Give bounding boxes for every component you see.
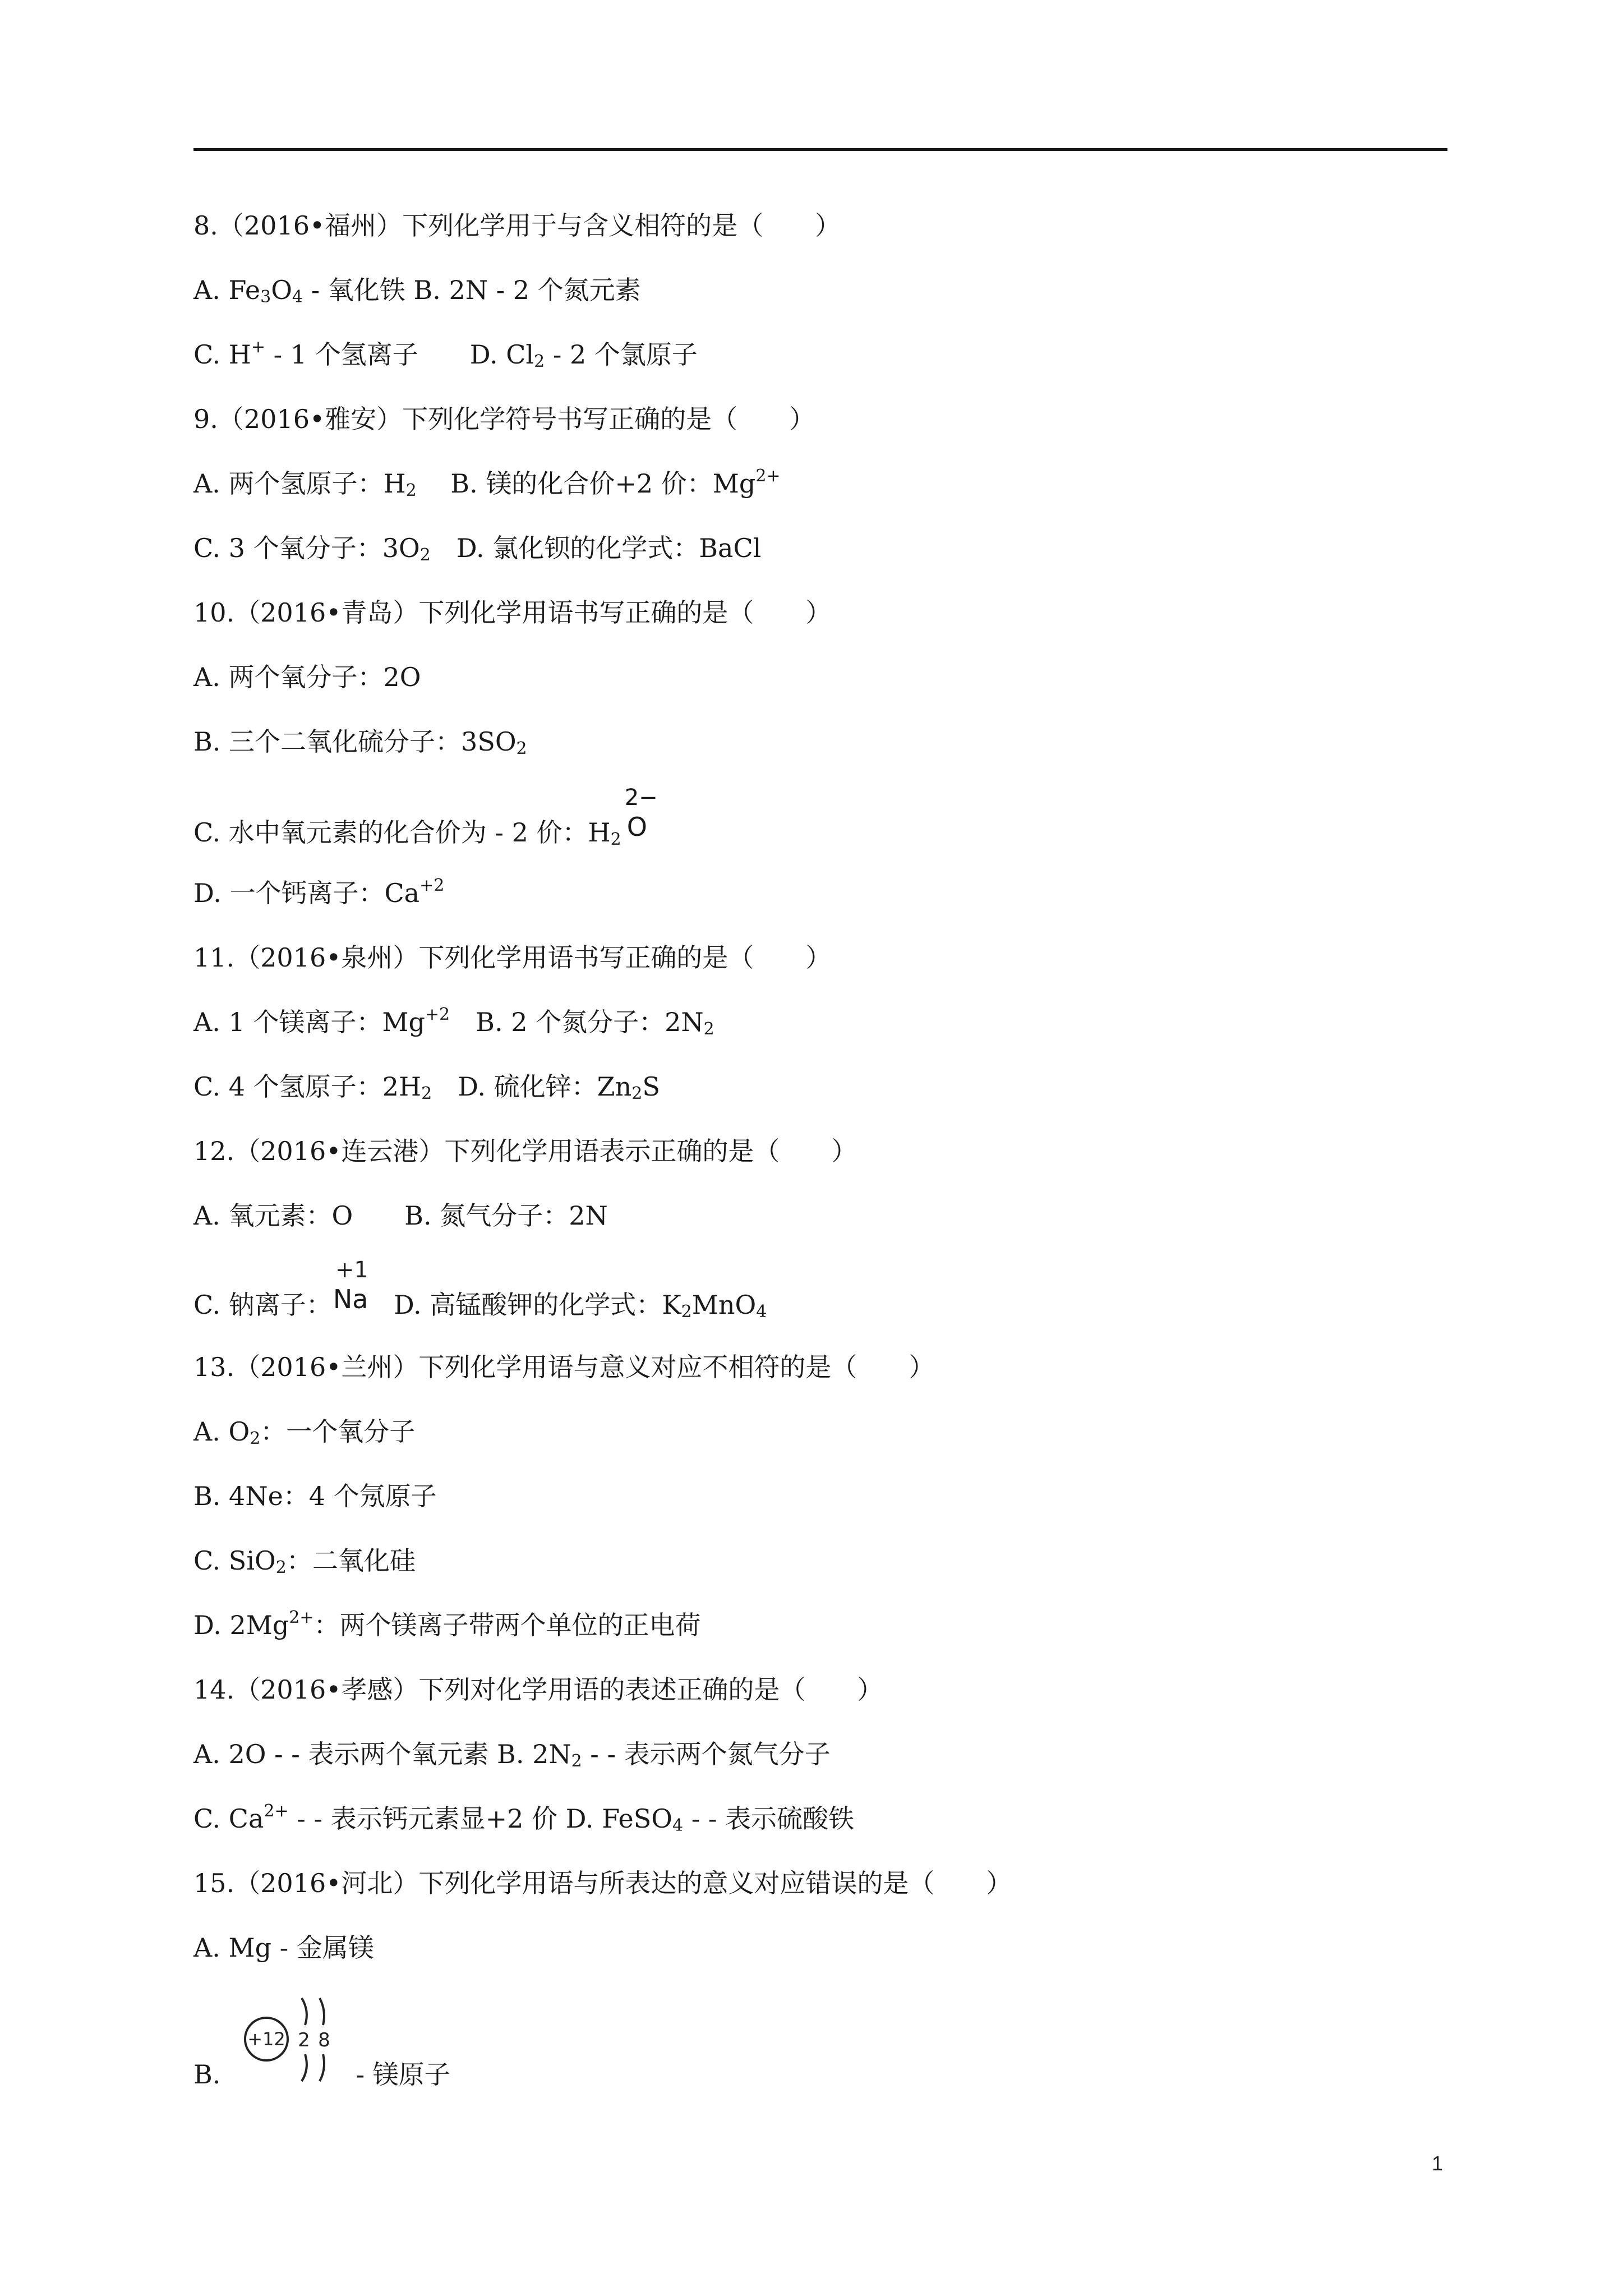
electron-shell-arc-2-bottom [320, 2054, 324, 2081]
electron-shell-arc-1-top [302, 1998, 307, 2025]
valence-symbol: +1 Na [333, 1257, 368, 1314]
electron-shell-arc-2-top [320, 1998, 324, 2025]
q10-option-d: D. 一个钙离子：$Ca^{+2}$ [193, 876, 445, 908]
q10-option-c: C. 水中氧元素的化合价为 - 2 价：$H_2$ 2− O [193, 785, 658, 849]
q10-option-b: B. 三个二氧化硫分子：$3SO_2$ [193, 726, 527, 758]
q13-option-b: B. 4Ne：4 个氖原子 [193, 1481, 437, 1511]
electron-shell-arc-1-bottom [302, 2054, 307, 2081]
q12-option-ab: A. 氧元素：O B. 氮气分子：2N [193, 1200, 608, 1231]
q11-stem: 11.（2016•泉州）下列化学用语书写正确的是（ ） [193, 942, 832, 973]
q15-option-a: A. Mg - 金属镁 [193, 1932, 374, 1963]
magnesium-atom-structure-diagram [236, 1986, 348, 2092]
q15-option-b-label: B. [193, 2059, 221, 2090]
valence-symbol: 2− O [624, 785, 658, 842]
q10-stem: 10.（2016•青岛）下列化学用语书写正确的是（ ） [193, 597, 832, 628]
atom-nucleus-charge: +12 [247, 2028, 285, 2050]
q9-option-ab: A. 两个氢原子：$H_2$ B. 镁的化合价+2 价：$Mg^{2+}$ [193, 466, 781, 500]
header-rule [193, 148, 1447, 151]
shell-1-electrons: 2 [298, 2029, 310, 2051]
q12-stem: 12.（2016•连云港）下列化学用语表示正确的是（ ） [193, 1136, 857, 1166]
q13-option-c: C. SiO$_2$：二氧化硅 [193, 1545, 416, 1577]
q9-stem: 9.（2016•雅安）下列化学符号书写正确的是（ ） [193, 404, 815, 434]
q8-stem: 8.（2016•福州）下列化学用于与含义相符的是（ ） [193, 210, 841, 241]
q15-option-b-text: - 镁原子 [348, 2059, 450, 2090]
q11-option-cd: C. 4 个氢原子：$2H_2$ D. 硫化锌：$Zn_2S$ [193, 1071, 660, 1103]
q8-option-cd: C. H+ - 1 个氢离子 D. $Cl_2 - 2$ 个氯原子 [193, 337, 698, 371]
q14-stem: 14.（2016•孝感）下列对化学用语的表述正确的是（ ） [193, 1674, 883, 1705]
q12-option-cd: C. 钠离子： +1 Na D. 高锰酸钾的化学式：$K_2MnO_4$ [193, 1257, 767, 1322]
q8-option-ab: A. $Fe_3O_4$ - 氧化铁 B. 2N - 2 个氮元素 [193, 275, 641, 307]
q9-option-cd: C. 3 个氧分子：$3O_2$ D. 氯化钡的化学式：BaCl [193, 533, 762, 565]
q14-option-cd: C. $Ca^{2+}$ - - 表示钙元素显+2 价 D. FeSO$_4$ - - 表示硫酸铁 [193, 1801, 855, 1835]
page-number: 1 [1432, 2152, 1444, 2175]
q11-option-ab: A. 1 个镁离子：$Mg^{+2}$ B. 2 个氮分子：$2N_2$ [193, 1005, 714, 1039]
q10-option-a: A. 两个氧分子：2O [193, 662, 421, 692]
q15-stem: 15.（2016•河北）下列化学用语与所表达的意义对应错误的是（ ） [193, 1868, 1012, 1898]
q13-option-a: A. $O_2$：一个氧分子 [193, 1416, 416, 1448]
q13-stem: 13.（2016•兰州）下列化学用语与意义对应不相符的是（ ） [193, 1352, 935, 1382]
q13-option-d: D. $2Mg^{2+}$：两个镁离子带两个单位的正电荷 [193, 1608, 701, 1640]
shell-2-electrons: 8 [318, 2029, 330, 2051]
q14-option-ab: A. 2O - - 表示两个氧元素 B. $2N_2$ - - 表示两个氮气分子 [193, 1739, 831, 1771]
